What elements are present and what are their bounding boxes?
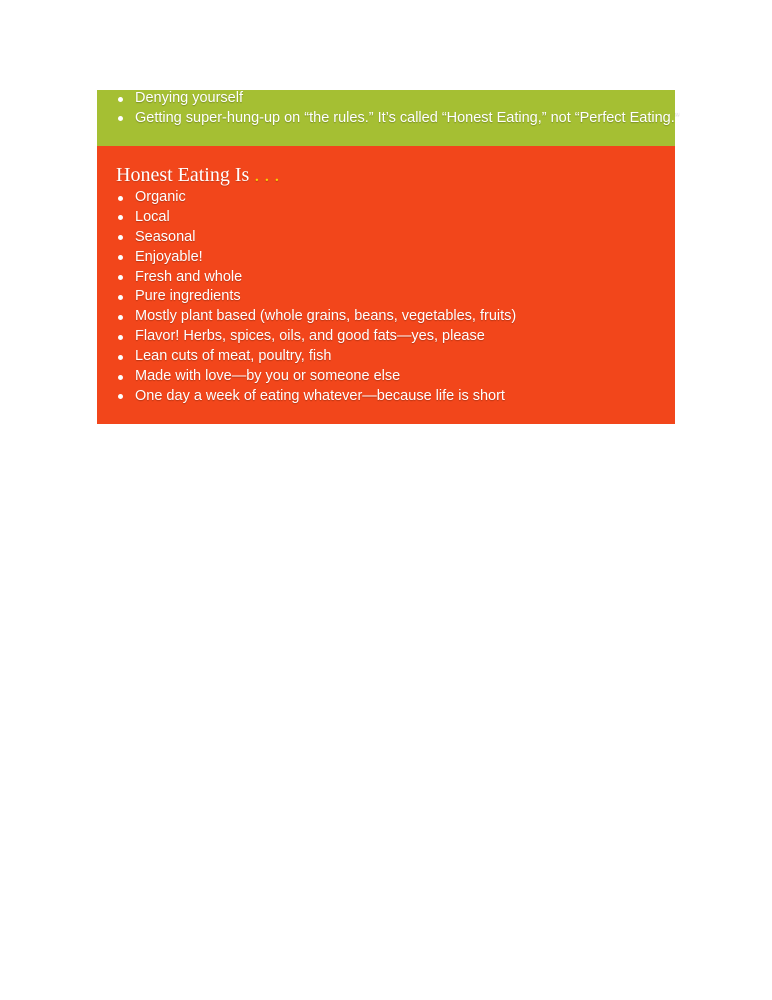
list-item	[97, 268, 516, 288]
list-item	[97, 109, 680, 129]
list-item	[97, 208, 516, 228]
heading-ellipsis: . . .	[249, 164, 280, 186]
list-item	[97, 307, 516, 327]
avoid-list	[97, 89, 680, 129]
list-item-text: Denying yourself	[135, 90, 243, 106]
bullet-icon	[118, 295, 123, 300]
bullet-icon	[118, 275, 123, 280]
bullet-icon	[118, 116, 123, 121]
bullet-icon	[118, 196, 123, 201]
list-item-text: Flavor! Herbs, spices, oils, and good fats—yes, please	[135, 328, 485, 345]
bullet-icon	[118, 255, 123, 260]
list-item	[97, 327, 516, 347]
list-item-text: Enjoyable!	[135, 248, 203, 265]
bullet-icon	[118, 394, 123, 399]
list-item	[97, 287, 516, 307]
list-item	[97, 248, 516, 268]
list-item-text: Getting super-hung-up on “the rules.” It’s called “Honest Eating,” not “Perfect Eating.”	[135, 109, 680, 126]
bullet-icon	[118, 235, 123, 240]
list-item-text: One day a week of eating whatever—because life is short	[135, 387, 505, 404]
bullet-icon	[118, 335, 123, 340]
list-item	[97, 89, 680, 109]
bullet-icon	[118, 355, 123, 360]
list-item	[97, 387, 516, 407]
list-item-text: Local	[135, 208, 170, 225]
list-item-text: Fresh and whole	[135, 268, 243, 285]
list-item-text: Seasonal	[135, 228, 196, 245]
green-list-panel	[97, 90, 680, 146]
list-item-text: Lean cuts of meat, poultry, fish	[135, 348, 332, 365]
bullet-icon	[118, 315, 123, 320]
section-heading	[116, 163, 279, 187]
honest-eating-panel	[97, 146, 675, 424]
bullet-icon	[118, 97, 123, 102]
list-item-text: Pure ingredients	[135, 288, 241, 305]
list-item-text: Mostly plant based (whole grains, beans, vegetables, fruits)	[135, 308, 517, 325]
list-item-text: Organic	[135, 189, 186, 205]
honest-eating-list	[97, 188, 516, 407]
list-item	[97, 228, 516, 248]
heading-text: Honest Eating Is	[116, 164, 250, 186]
list-item	[97, 367, 516, 387]
list-item	[97, 347, 516, 367]
bullet-icon	[118, 215, 123, 220]
list-item	[97, 188, 516, 208]
list-item-text: Made with love—by you or someone else	[135, 368, 401, 385]
bullet-icon	[118, 375, 123, 380]
